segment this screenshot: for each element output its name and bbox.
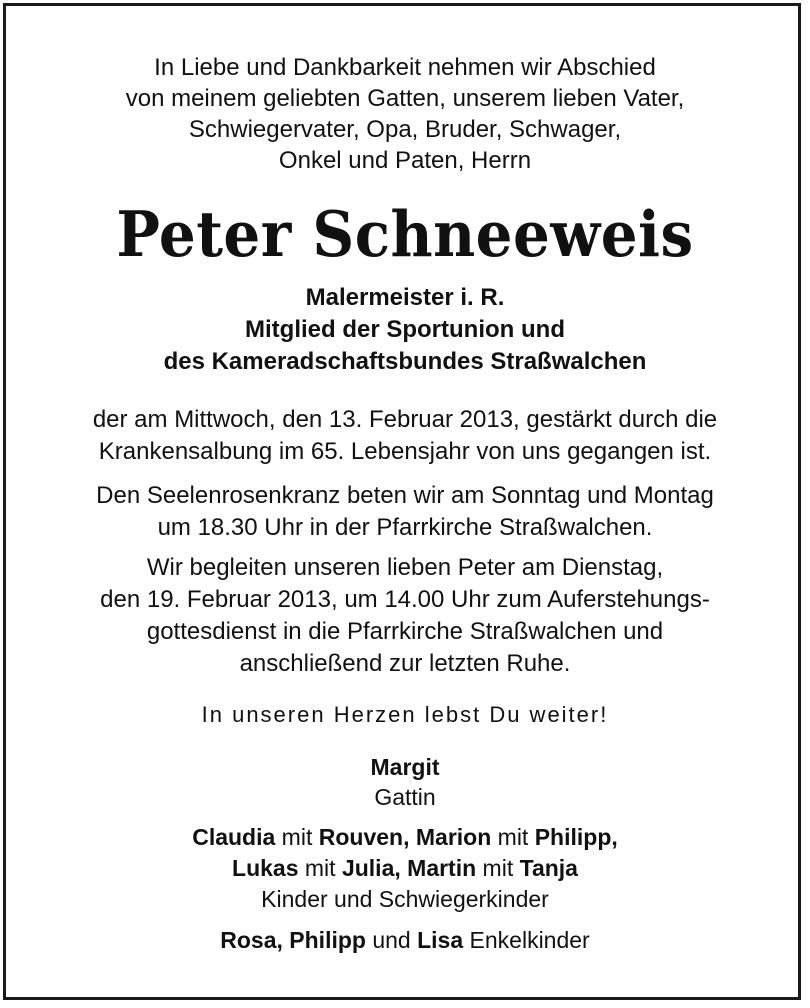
connector-text: mit xyxy=(491,824,535,850)
intro-line: von meinem geliebten Gatten, unserem lieben Vater, xyxy=(125,85,685,112)
connector-text: mit xyxy=(298,855,342,881)
mourner-role: Gattin xyxy=(374,784,436,810)
mourner-name: Martin xyxy=(407,855,477,881)
mourner-grandchildren xyxy=(0,925,810,956)
title-line: Mitglied der Sportunion und xyxy=(245,316,565,343)
motto: In unseren Herzen lebst Du weiter! xyxy=(201,702,609,727)
mourner-name: Marion xyxy=(415,824,492,850)
paragraph-line: um 18.30 Uhr in der Pfarrkirche Straßwalchen. xyxy=(157,514,653,541)
paragraph-line: Krankensalbung im 65. Lebensjahr von uns gegangen ist. xyxy=(98,438,712,465)
paragraph-line: Wir begleiten unseren lieben Peter am Dienstag, xyxy=(146,554,664,581)
mourner-name: Claudia xyxy=(192,824,276,850)
connector-text: und xyxy=(365,927,418,953)
death-notice-paragraph xyxy=(0,404,810,468)
children-line xyxy=(0,853,810,884)
mourner-role: Enkelkinder xyxy=(463,927,590,953)
title-line: des Kameradschaftsbundes Straßwalchen xyxy=(163,348,647,375)
paragraph-line: der am Mittwoch, den 13. Februar 2013, gestärkt durch die xyxy=(92,406,718,433)
deceased-name: Peter Schneeweis xyxy=(116,197,694,271)
rosary-paragraph xyxy=(0,480,810,544)
deceased-titles xyxy=(0,282,810,378)
mourner-name: Julia, xyxy=(341,855,401,881)
mourner-name: Lukas xyxy=(232,855,299,881)
paragraph-line: anschließend zur letzten Ruhe. xyxy=(239,650,571,677)
intro-line: Schwiegervater, Opa, Bruder, Schwager, xyxy=(188,116,622,143)
mourner-name: Margit xyxy=(370,754,440,780)
mourner-name: Tanja xyxy=(519,855,578,881)
mourner-wife xyxy=(0,752,810,812)
mourner-children xyxy=(0,822,810,915)
mourner-name: Lisa xyxy=(417,927,464,953)
title-line: Malermeister i. R. xyxy=(305,284,505,311)
mourner-role: Kinder und Schwiegerkinder xyxy=(261,886,549,912)
funeral-paragraph xyxy=(0,552,810,680)
mourner-name: Rouven, xyxy=(318,824,410,850)
mourner-name: Philipp, xyxy=(534,824,618,850)
intro-line: In Liebe und Dankbarkeit nehmen wir Abschied xyxy=(154,54,656,81)
intro-text xyxy=(0,52,810,176)
paragraph-line: den 19. Februar 2013, um 14.00 Uhr zum Auferstehungs- xyxy=(100,586,710,613)
connector-text: mit xyxy=(476,855,520,881)
children-line xyxy=(0,822,810,853)
paragraph-line: Den Seelenrosenkranz beten wir am Sonntag und Montag xyxy=(96,482,714,509)
mourner-name: Rosa, Philipp xyxy=(220,927,366,953)
paragraph-line: gottesdienst in die Pfarrkirche Straßwalchen und xyxy=(146,618,664,645)
intro-line: Onkel und Paten, Herrn xyxy=(278,147,532,174)
connector-text: mit xyxy=(275,824,319,850)
